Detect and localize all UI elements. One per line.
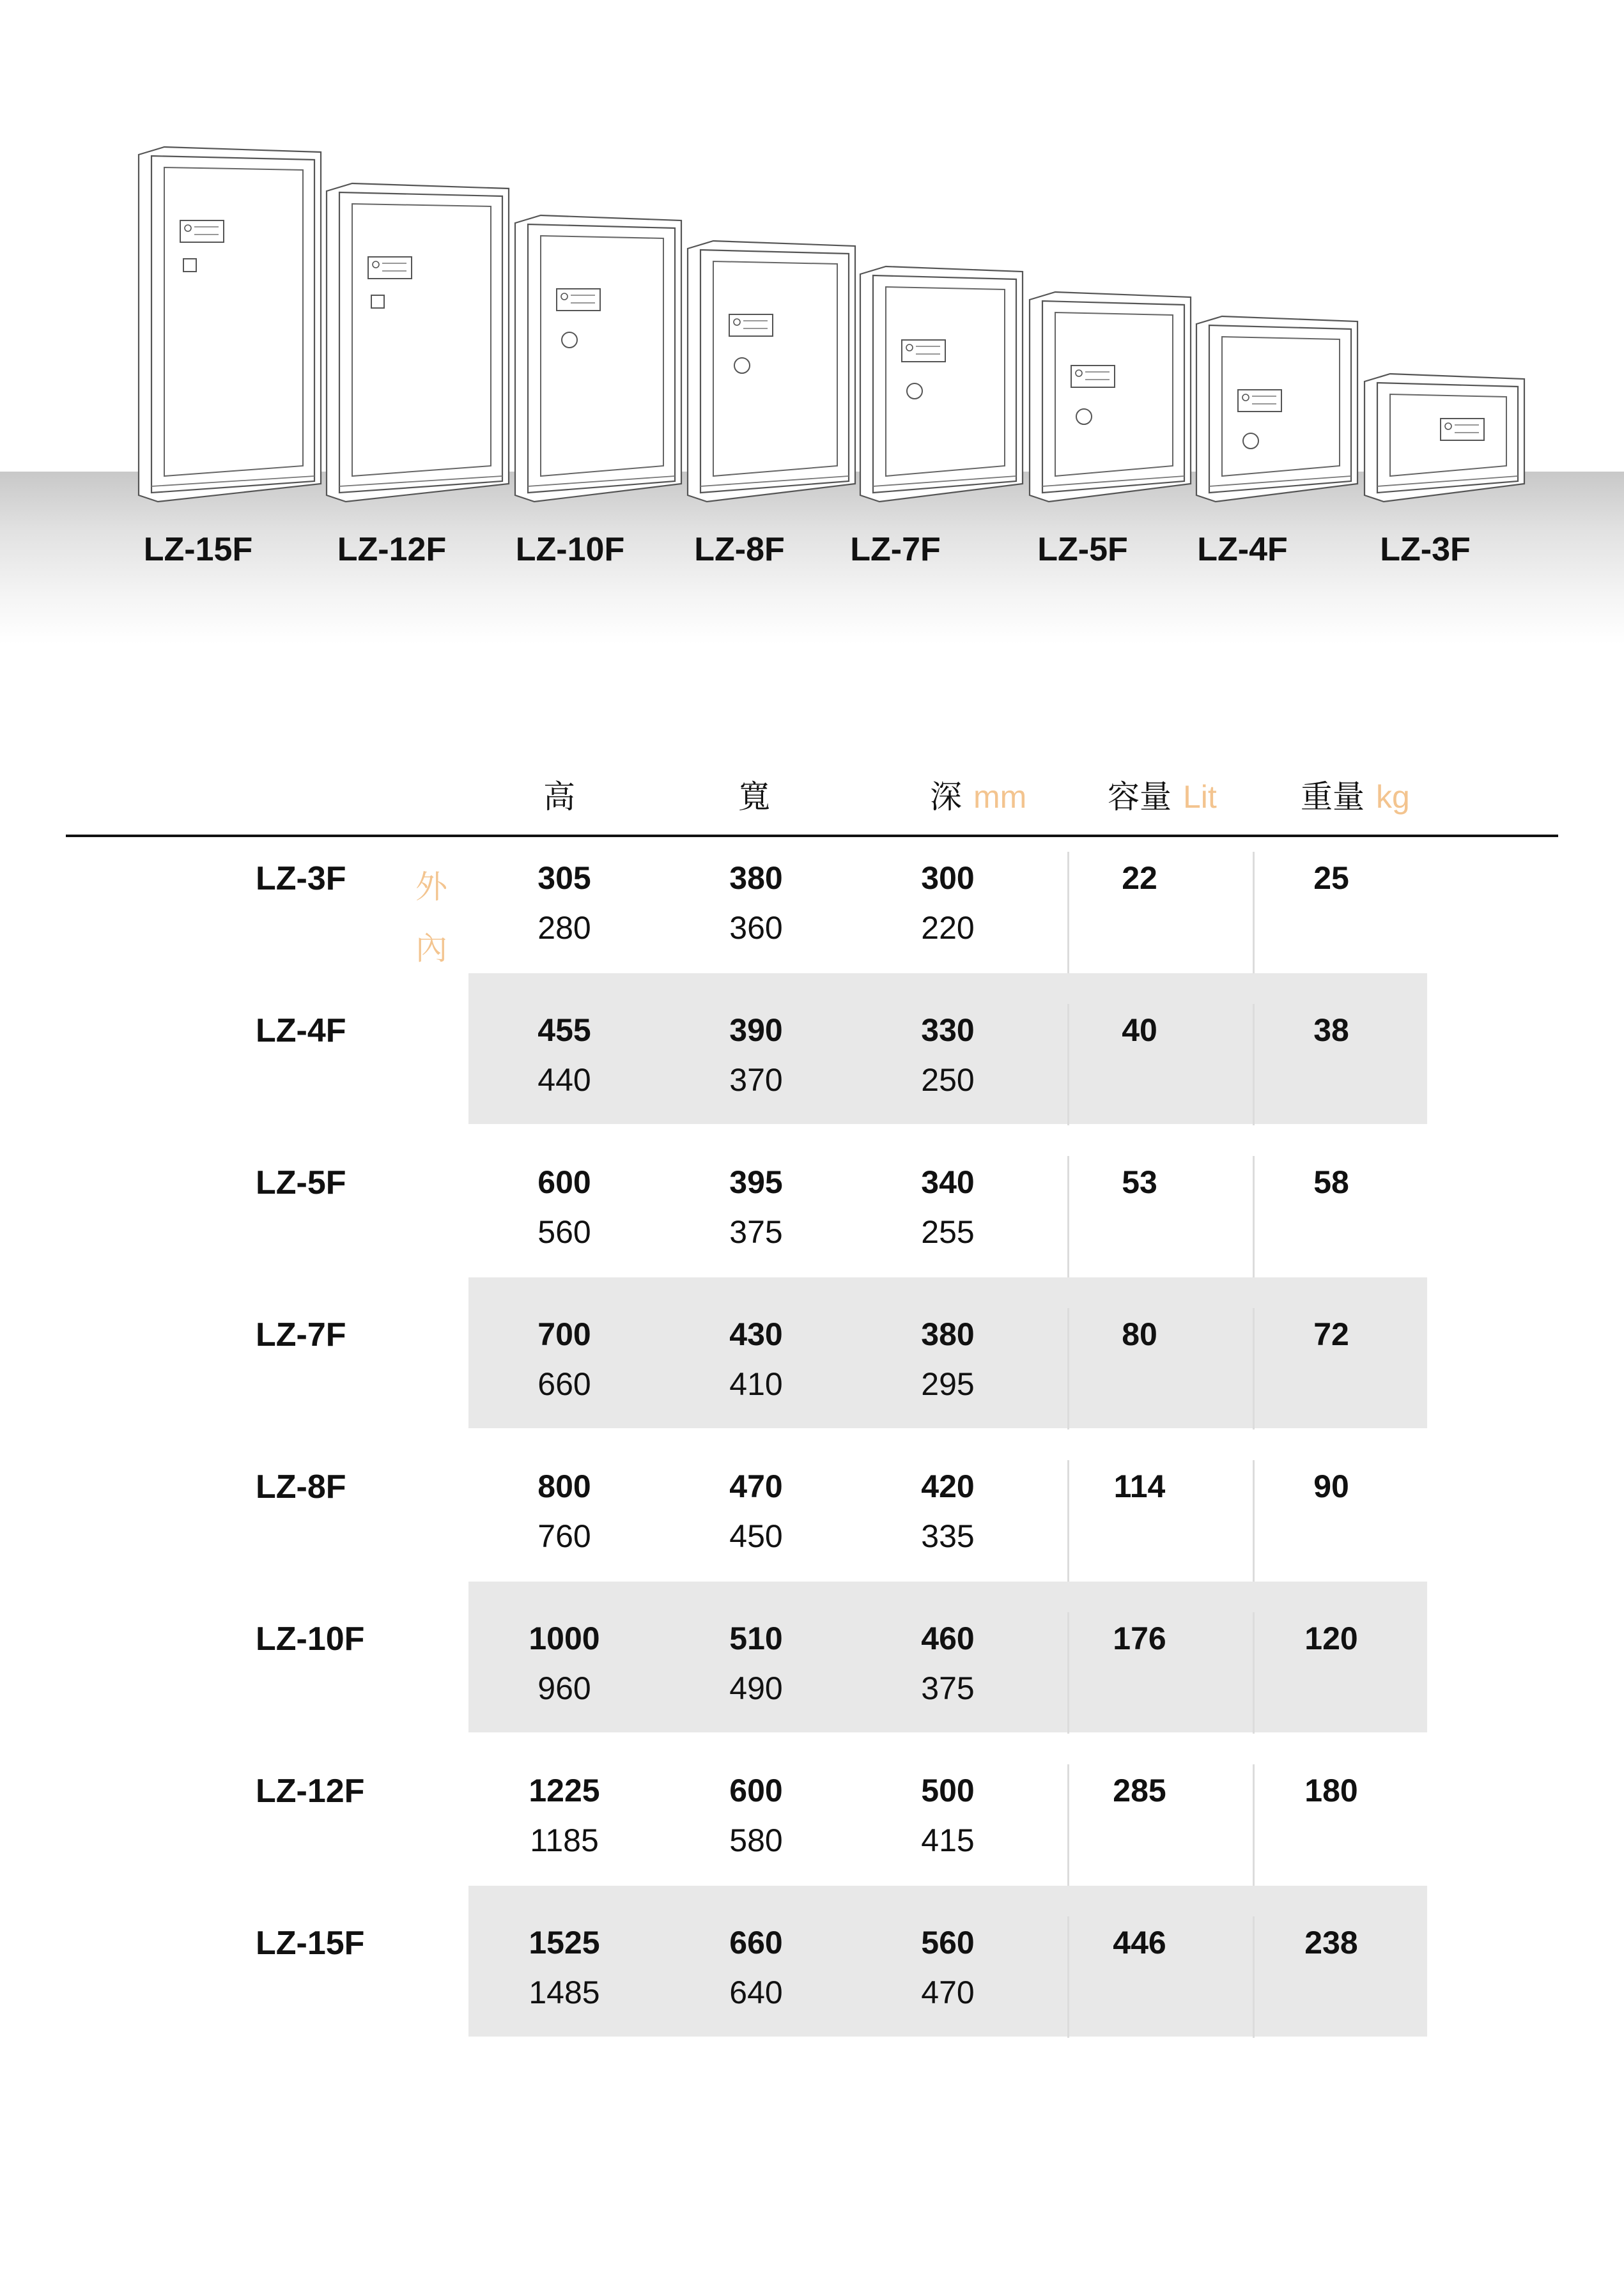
column-divider — [1067, 1460, 1069, 1582]
row-model: LZ-12F — [256, 1773, 365, 1810]
column-divider — [1067, 1308, 1069, 1429]
depth-inner: 295 — [921, 1366, 975, 1402]
header-rule — [66, 835, 1558, 837]
width-outer: 470 — [729, 1468, 783, 1504]
depth-inner: 220 — [921, 910, 975, 946]
depth-outer: 340 — [921, 1164, 975, 1200]
column-divider — [1067, 1764, 1069, 1886]
capacity-value: 446 — [1113, 1925, 1166, 1961]
height-inner: 760 — [537, 1518, 591, 1554]
depth-inner: 335 — [921, 1518, 975, 1554]
legend-outer: 外 — [415, 868, 447, 905]
height-outer: 600 — [537, 1164, 591, 1200]
width-inner: 450 — [729, 1518, 783, 1554]
weight-value: 180 — [1304, 1773, 1358, 1808]
row-band — [468, 1582, 1427, 1732]
depth-inner: 415 — [921, 1822, 975, 1858]
height-outer: 1000 — [529, 1621, 600, 1656]
header-width: 寬 — [738, 778, 770, 815]
height-inner: 440 — [537, 1062, 591, 1098]
row-band — [468, 973, 1427, 1124]
safes-illustration — [0, 0, 1624, 511]
width-outer: 390 — [729, 1012, 783, 1048]
capacity-value: 40 — [1122, 1012, 1157, 1048]
safe-lz-10f-drawing — [515, 215, 681, 502]
header-height: 高 — [543, 778, 575, 815]
capacity-value: 176 — [1113, 1621, 1166, 1656]
capacity-value: 80 — [1122, 1316, 1157, 1352]
column-divider — [1067, 852, 1069, 973]
depth-inner: 375 — [921, 1670, 975, 1706]
safe-label: LZ-4F — [1197, 531, 1288, 568]
height-inner: 660 — [537, 1366, 591, 1402]
height-outer: 800 — [537, 1468, 591, 1504]
depth-inner: 250 — [921, 1062, 975, 1098]
width-inner: 375 — [729, 1214, 783, 1250]
column-divider — [1067, 1156, 1069, 1277]
safe-lz-12f-drawing — [327, 183, 509, 502]
row-model: LZ-4F — [256, 1012, 346, 1049]
safe-label: LZ-12F — [337, 531, 447, 568]
row-band — [468, 1277, 1427, 1428]
depth-outer: 380 — [921, 1316, 975, 1352]
header-capacity: 容量 Lit — [1108, 778, 1217, 815]
safe-lz-7f-drawing — [860, 266, 1023, 502]
weight-value: 38 — [1313, 1012, 1349, 1048]
height-outer: 1525 — [529, 1925, 600, 1961]
safe-lz-5f-drawing — [1030, 292, 1191, 502]
legend-inner: 內 — [415, 930, 447, 967]
column-divider — [1067, 1916, 1069, 2038]
header-depth: 深 mm — [930, 778, 1027, 815]
weight-value: 58 — [1313, 1164, 1349, 1200]
row-band — [468, 1886, 1427, 2037]
safe-lz-3f-drawing — [1365, 374, 1524, 502]
height-inner: 280 — [537, 910, 591, 946]
weight-value: 90 — [1313, 1468, 1349, 1504]
header-weight: 重量 kg — [1301, 778, 1410, 815]
dim-unit: mm — [973, 779, 1027, 815]
column-divider — [1253, 1156, 1255, 1277]
height-inner: 1185 — [530, 1822, 599, 1858]
column-divider — [1253, 1916, 1255, 2038]
safe-lz-4f-drawing — [1196, 316, 1357, 502]
safe-label: LZ-3F — [1380, 531, 1471, 568]
capacity-value: 53 — [1122, 1164, 1157, 1200]
height-inner: 960 — [537, 1670, 591, 1706]
capacity-value: 22 — [1122, 860, 1157, 896]
width-outer: 660 — [729, 1925, 783, 1961]
safe-label: LZ-5F — [1037, 531, 1128, 568]
capacity-value: 114 — [1113, 1468, 1166, 1504]
depth-outer: 330 — [921, 1012, 975, 1048]
depth-outer: 560 — [921, 1925, 975, 1961]
row-model: LZ-3F — [256, 860, 346, 897]
column-divider — [1067, 1612, 1069, 1734]
depth-outer: 500 — [921, 1773, 975, 1808]
column-divider — [1253, 1004, 1255, 1125]
weight-value: 238 — [1304, 1925, 1358, 1961]
width-inner: 640 — [729, 1975, 783, 2010]
row-model: LZ-10F — [256, 1621, 365, 1658]
height-outer: 1225 — [529, 1773, 600, 1808]
depth-outer: 420 — [921, 1468, 975, 1504]
safe-label: LZ-7F — [850, 531, 941, 568]
width-outer: 395 — [729, 1164, 783, 1200]
width-outer: 380 — [729, 860, 783, 896]
width-inner: 580 — [729, 1822, 783, 1858]
width-inner: 360 — [729, 910, 783, 946]
height-inner: 560 — [537, 1214, 591, 1250]
row-model: LZ-8F — [256, 1468, 346, 1506]
row-model: LZ-7F — [256, 1316, 346, 1353]
height-outer: 305 — [537, 860, 591, 896]
height-outer: 700 — [537, 1316, 591, 1352]
safe-lz-15f-drawing — [139, 147, 321, 502]
safe-label: LZ-8F — [694, 531, 785, 568]
column-divider — [1253, 1460, 1255, 1582]
width-inner: 410 — [729, 1366, 783, 1402]
capacity-unit: Lit — [1183, 779, 1217, 815]
weight-value: 120 — [1304, 1621, 1358, 1656]
height-inner: 1485 — [529, 1975, 600, 2010]
column-divider — [1253, 1612, 1255, 1734]
depth-inner: 255 — [921, 1214, 975, 1250]
width-outer: 430 — [729, 1316, 783, 1352]
weight-unit: kg — [1376, 779, 1410, 815]
weight-value: 25 — [1313, 860, 1349, 896]
safe-lz-8f-drawing — [688, 241, 855, 502]
depth-outer: 460 — [921, 1621, 975, 1656]
weight-value: 72 — [1313, 1316, 1349, 1352]
safe-label: LZ-15F — [143, 531, 253, 568]
safe-label: LZ-10F — [515, 531, 625, 568]
width-outer: 510 — [729, 1621, 783, 1656]
width-inner: 490 — [729, 1670, 783, 1706]
depth-inner: 470 — [921, 1975, 975, 2010]
column-divider — [1253, 1764, 1255, 1886]
row-model: LZ-5F — [256, 1164, 346, 1201]
width-outer: 600 — [729, 1773, 783, 1808]
row-model: LZ-15F — [256, 1925, 365, 1962]
column-divider — [1253, 852, 1255, 973]
depth-outer: 300 — [921, 860, 975, 896]
column-divider — [1253, 1308, 1255, 1429]
width-inner: 370 — [729, 1062, 783, 1098]
height-outer: 455 — [537, 1012, 591, 1048]
capacity-value: 285 — [1113, 1773, 1166, 1808]
column-divider — [1067, 1004, 1069, 1125]
